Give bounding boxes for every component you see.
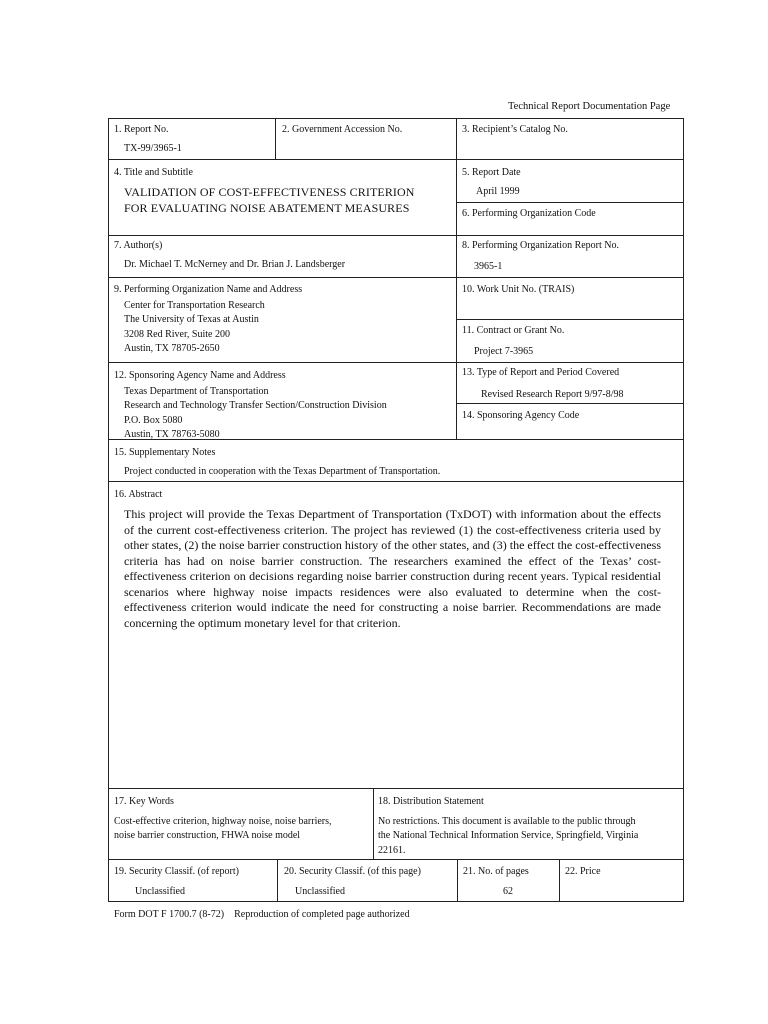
divider — [108, 481, 684, 482]
divider — [108, 159, 684, 160]
divider — [275, 118, 276, 160]
report-type-period-label: 13. Type of Report and Period Covered — [462, 367, 620, 378]
form-footer: Form DOT F 1700.7 (8-72) Reproduction of completed page authorized — [114, 909, 410, 920]
report-title-line1: VALIDATION OF COST-EFFECTIVENESS CRITERION — [124, 185, 415, 199]
address-line: Research and Technology Transfer Section/Construction Division — [124, 400, 387, 412]
authors-label: 7. Author(s) — [114, 240, 163, 251]
title-subtitle-label: 4. Title and Subtitle — [114, 167, 193, 178]
contract-grant-no-label: 11. Contract or Grant No. — [462, 325, 565, 336]
abstract-label: 16. Abstract — [114, 489, 163, 500]
sponsoring-agency-address — [124, 385, 387, 443]
divider — [108, 859, 684, 860]
divider — [559, 859, 560, 902]
divider — [108, 362, 684, 363]
address-line: Austin, TX 78763-5080 — [124, 429, 220, 441]
perf-org-name-label: 9. Performing Organization Name and Address — [114, 284, 303, 295]
divider — [277, 859, 278, 902]
border-top — [108, 118, 684, 119]
report-title-line2: FOR EVALUATING NOISE ABATEMENT MEASURES — [124, 201, 410, 215]
perf-org-report-no-value: 3965-1 — [474, 261, 503, 272]
contract-grant-no-value: Project 7-3965 — [474, 346, 534, 357]
work-unit-no-label: 10. Work Unit No. (TRAIS) — [462, 284, 575, 295]
address-line: P.O. Box 5080 — [124, 414, 183, 426]
divider — [456, 403, 684, 404]
perf-org-code-label: 6. Performing Organization Code — [462, 208, 596, 219]
divider — [456, 118, 457, 440]
divider — [457, 859, 458, 902]
distribution-line1: No restrictions. This document is available to the public through — [378, 816, 636, 827]
distribution-line3: 22161. — [378, 845, 406, 856]
sponsoring-agency-code-label: 14. Sponsoring Agency Code — [462, 410, 580, 421]
address-line: Center for Transportation Research — [124, 300, 265, 311]
perf-org-report-no-label: 8. Performing Organization Report No. — [462, 240, 620, 251]
abstract-text: This project will provide the Texas Department of Transportation (TxDOT) with information about the effects of the current cost-effectiveness criterion. The project has reviewed (1) the cost-effectiveness criteria used by other states, (2) the noise barrier construction history of the other states, and (3) the effect the cost-effectiveness criteria has had on noise barrier construction. The researchers examined the effect of the Texas’ cost-effectiveness criterion on decisions regarding noise barrier construction during recent years. Typical residential scenarios where highway noise impacts residences were also evaluated to determine when the cost-effectiveness criterion would indicate the need for constructing a noise barrier. Recommendations are made concerning the optimum monetary level for that criterion. — [124, 507, 661, 630]
num-pages-value: 62 — [503, 886, 513, 897]
price-label: 22. Price — [565, 866, 601, 877]
report-no-value: TX-99/3965-1 — [124, 143, 182, 154]
num-pages-label: 21. No. of pages — [463, 866, 529, 877]
border-bottom — [108, 901, 684, 902]
report-date-value: April 1999 — [476, 186, 520, 197]
divider — [373, 788, 374, 860]
distribution-line2: the National Technical Information Service, Springfield, Virginia — [378, 830, 639, 841]
divider — [108, 235, 684, 236]
divider — [456, 319, 684, 320]
gov-accession-label: 2. Government Accession No. — [282, 124, 403, 135]
page-header: Technical Report Documentation Page — [508, 101, 671, 112]
recipient-catalog-label: 3. Recipient’s Catalog No. — [462, 124, 568, 135]
key-words-line2: noise barrier construction, FHWA noise model — [114, 830, 301, 841]
key-words-line1: Cost-effective criterion, highway noise, noise barriers, — [114, 816, 332, 827]
address-line: The University of Texas at Austin — [124, 314, 259, 326]
divider — [108, 277, 684, 278]
report-type-period-value: Revised Research Report 9/97-8/98 — [481, 389, 624, 400]
security-page-value: Unclassified — [295, 886, 345, 897]
security-page-label: 20. Security Classif. (of this page) — [284, 866, 421, 877]
security-report-value: Unclassified — [135, 886, 185, 897]
report-no-label: 1. Report No. — [114, 124, 169, 135]
security-report-label: 19. Security Classif. (of report) — [114, 866, 239, 877]
sponsoring-agency-label: 12. Sponsoring Agency Name and Address — [114, 370, 286, 381]
divider — [108, 788, 684, 789]
supplementary-notes-label: 15. Supplementary Notes — [114, 447, 216, 458]
report-date-label: 5. Report Date — [462, 167, 521, 178]
divider — [456, 202, 684, 203]
address-line: 3208 Red River, Suite 200 — [124, 328, 230, 340]
address-line: Texas Department of Transportation — [124, 386, 269, 397]
key-words-label: 17. Key Words — [114, 796, 174, 807]
authors-value: Dr. Michael T. McNerney and Dr. Brian J. Landsberger — [124, 259, 346, 270]
supplementary-notes-value: Project conducted in cooperation with the Texas Department of Transportation. — [124, 466, 441, 477]
perf-org-address — [124, 299, 265, 357]
distribution-label: 18. Distribution Statement — [378, 796, 484, 807]
address-line: Austin, TX 78705-2650 — [124, 343, 220, 355]
